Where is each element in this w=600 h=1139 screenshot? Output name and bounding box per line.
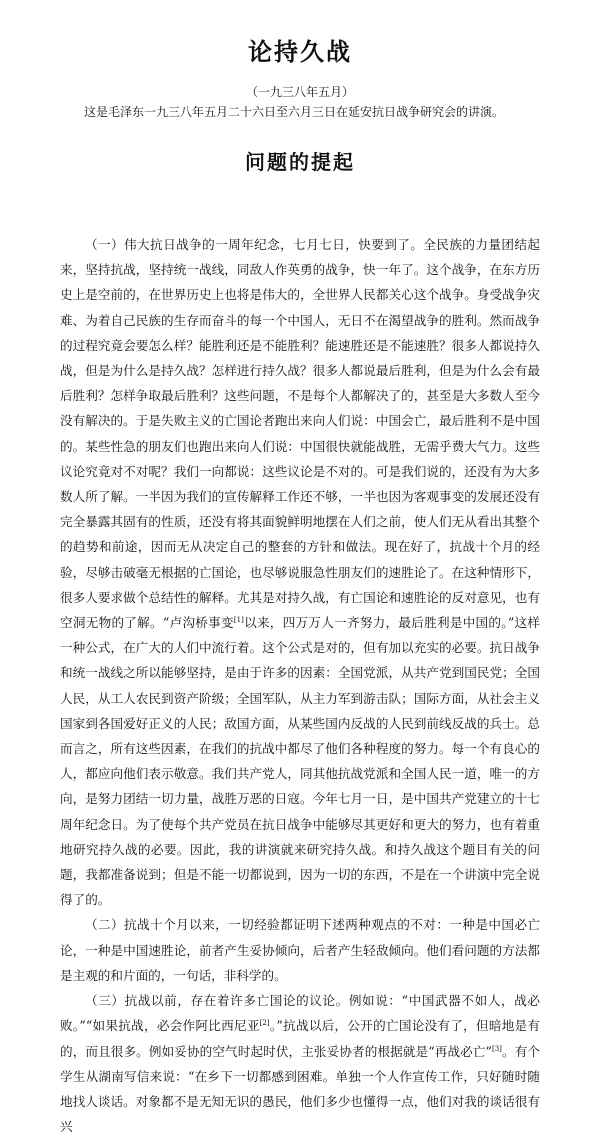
document-title: 论持久战 (248, 37, 352, 66)
paragraph-3-part-3: 。有个学生从湖南写信来说：“在乡下一切都感到困难。单独一个人作宣传工作，只好随时随地找人谈话。对象都不是无知无识的愚民，他们多少也懂得一点，他们对我的谈话很有兴 (60, 1043, 540, 1135)
paragraph-3-part-1: （三）抗战以前，存在着许多亡国论的议论。例如说：“中国武器不如人，战必败。”“如果抗战，必会作阿比西尼亚 (60, 993, 540, 1034)
document-date: （一九三八年五月） (245, 85, 354, 99)
footnote-ref-2: [2] (259, 1019, 270, 1028)
footnote-ref-3: [3] (491, 1044, 502, 1053)
paragraph-3-part-2: 。”抗战以后，公开的亡国论没有了，但暗地是有的，而且很多。例如妥协的空气时起时伏，主张妥协者的根据就是“再战必亡” (60, 1018, 540, 1059)
paragraph-1-part-1: （一）伟大抗日战争的一周年纪念，七月七日，快要到了。全民族的力量团结起来，坚持抗战，坚持统一战线，同敌人作英勇的战争，快一年了。这个战争，在东方历史上是空前的，在世界历史上也将是伟大的，全世界人民都关心这个战争。身受战争灾难、为着自己民族的生存而奋斗的每一个中国人，无日不在渴望战争的胜利。然而战争的过程究竟会要怎么样？能胜利还是不能胜利？能速胜还是不能速胜？很多人都说持久战，但是为什么是持久战？怎样进行持久战？很多人都说最后胜利，但是为什么会有最后胜利？怎样争取最后胜利？这些问题，不是每个人都解决了的，甚至是大多数人至今没有解决的。于是失败主义的亡国论者跑出来向人们说：中国会亡，最后胜利不是中国的。某些性急的朋友们也跑出来向人们说：中国很快就能战胜，无需乎费大气力。这些议论究竟对不对呢？我们一向都说：这些议论是不对的。可是我们说的，还没有为大多数人所了解。一半因为我们的宣传解释工作还不够，一半也因为客观事变的发展还没有完全暴露其固有的性质，还没有将其面貌鲜明地摆在人们之前，使人们无从看出其整个的趋势和前途，因而无从决定自己的整套的方针和做法。现在好了，抗战十个月的经验，尽够击破毫无根据的亡国论，也尽够说服急性朋友们的速胜论了。在这种情形下，很多人要求做个总结性的解释。尤其是对持久战，有亡国论和速胜论的反对意见，也有空洞无物的了解。“卢沟桥事变 (60, 237, 540, 631)
document-body (60, 232, 540, 1139)
section-heading: 问题的提起 (245, 150, 355, 174)
paragraph-1-part-2: 以来，四万万人一齐努力，最后胜利是中国的。”这样一种公式，在广大的人们中流行着。这个公式是对的，但有加以充实的必要。抗日战争和统一战线之所以能够坚持，是由于许多的因素：全国党派，从共产党到国民党；全国人民，从工人农民到资产阶级；全国军队，从主力军到游击队；国际方面，从社会主义国家到各国爱好正义的人民；敌国方面，从某些国内反战的人民到前线反战的兵士。总而言之，所有这些因素，在我们的抗战中都尽了他们各种程度的努力。每一个有良心的人，都应向他们表示敬意。我们共产党人，同其他抗战党派和全国人民一道，唯一的方向，是努力团结一切力量，战胜万恶的日寇。今年七月一日，是中国共产党建立的十七周年纪念日。为了使每个共产党员在抗日战争中能够尽其更好和更大的努力，也有着重地研究持久战的必要。因此，我的讲演就来研究持久战。和持久战这个题目有关的问题，我都准备说到；但是不能一切都说到，因为一切的东西，不是在一个讲演中完全说得了的。 (60, 615, 540, 908)
paragraph-2: （二）抗战十个月以来，一切经验都证明下述两种观点的不对：一种是中国必亡论，一种是中国速胜论，前者产生妥协倾向，后者产生轻敌倾向。他们看问题的方法都是主观的和片面的，一句话，非科学的。 (60, 917, 540, 983)
intro-note: 这是毛泽东一九三八年五月二十六日至六月三日在延安抗日战争研究会的讲演。 (84, 105, 505, 119)
footnote-ref-1: [1] (233, 615, 244, 624)
paragraph-1 (60, 232, 540, 912)
paragraph-3 (60, 988, 540, 1139)
